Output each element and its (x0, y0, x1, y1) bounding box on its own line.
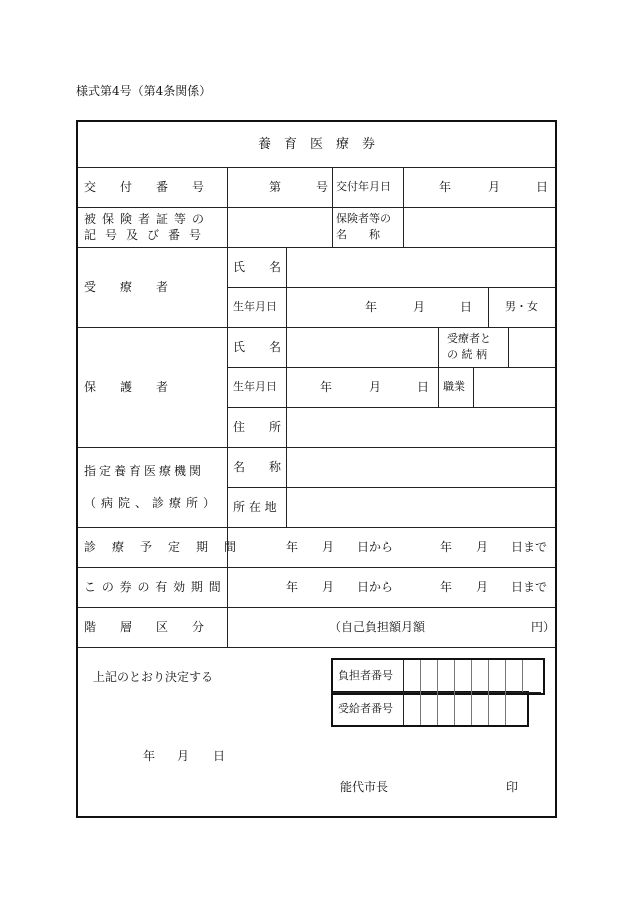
table-rule (437, 660, 438, 725)
patient-name-label: 氏 名 (233, 260, 282, 274)
table-rule (403, 660, 404, 725)
insurance-cert-label-2: 記号及び番号 (84, 228, 211, 242)
treatment-from: 日から (357, 540, 394, 554)
patient-year: 年 (365, 300, 378, 314)
table-rule (488, 287, 489, 327)
insurer-label-1: 保険者等の (336, 212, 391, 225)
guardian-day: 日 (417, 380, 430, 394)
patient-sex: 男・女 (505, 300, 538, 313)
institution-location-label: 所 在 地 (233, 500, 277, 514)
table-rule (78, 647, 555, 648)
table-rule (227, 287, 555, 288)
treatment-year1: 年 (286, 540, 299, 554)
validity-month2: 月 (476, 580, 489, 594)
issue-number-label: 交 付 番 号 (84, 180, 205, 194)
validity-month1: 月 (322, 580, 335, 594)
patient-dob-label: 生年月日 (233, 300, 277, 313)
table-rule (488, 660, 489, 725)
issue-dai: 第 (269, 180, 282, 194)
table-rule (286, 247, 287, 527)
institution-label-2: （病院、診療所） (84, 496, 221, 510)
table-rule (522, 660, 523, 692)
table-rule (471, 660, 472, 725)
guardian-dob-label: 生年月日 (233, 380, 277, 393)
copay-open: （自己負担額月額 (329, 620, 426, 634)
guardian-name-label: 氏 名 (233, 340, 282, 354)
footer-day: 日 (213, 749, 226, 763)
guardian-month: 月 (369, 380, 382, 394)
treatment-year2: 年 (440, 540, 453, 554)
form-title: 養 育 医 療 券 (257, 137, 375, 152)
payer-number-label: 負担者番号 (338, 669, 393, 682)
copay-close: 円） (531, 620, 556, 634)
guardian-year: 年 (320, 380, 333, 394)
validity-year2: 年 (440, 580, 453, 594)
issue-month: 月 (488, 180, 501, 194)
issue-day: 日 (536, 180, 549, 194)
recipient-number-label: 受給者番号 (338, 702, 393, 715)
table-rule (78, 527, 555, 528)
table-rule (78, 207, 555, 208)
treatment-to: 日まで (511, 540, 548, 554)
seal-mark: 印 (506, 780, 519, 794)
treatment-period-label: 診 療 予 定 期 間 (84, 540, 239, 554)
validity-from: 日から (357, 580, 394, 594)
decision-text: 上記のとおり決定する (93, 670, 214, 684)
institution-name-label: 名 称 (233, 460, 282, 474)
validity-year1: 年 (286, 580, 299, 594)
table-rule (227, 487, 555, 488)
treatment-month1: 月 (322, 540, 335, 554)
issue-year: 年 (439, 180, 452, 194)
table-rule (332, 167, 333, 247)
institution-label-1: 指定養育医療機関 (84, 464, 205, 478)
table-rule (78, 607, 555, 608)
table-rule (227, 167, 228, 647)
insurance-cert-label-1: 被保険者証等の (84, 212, 211, 226)
table-rule (78, 447, 555, 448)
table-rule (420, 660, 421, 725)
validity-to: 日まで (511, 580, 548, 594)
table-rule (78, 247, 555, 248)
table-rule (505, 660, 506, 725)
job-label: 職業 (443, 380, 465, 393)
validity-period-label: こ の 券 の 有 効 期 間 (84, 580, 222, 594)
form-label: 様式第4号（第4条関係） (76, 84, 212, 98)
treatment-month2: 月 (476, 540, 489, 554)
table-rule (438, 327, 439, 407)
table-rule (78, 567, 555, 568)
relation-label-1: 受療者と (447, 332, 491, 345)
patient-day: 日 (460, 300, 473, 314)
table-rule (454, 660, 455, 725)
footer-month: 月 (177, 749, 190, 763)
issuer-name: 能代市長 (340, 780, 389, 794)
issue-date-label: 交付年月日 (336, 180, 391, 193)
insurer-label-2: 名 称 (336, 228, 380, 241)
table-rule (78, 327, 555, 328)
footer-year: 年 (143, 749, 156, 763)
issue-go: 号 (316, 180, 329, 194)
address-label: 住 所 (233, 420, 282, 434)
relation-label-2: の 続 柄 (447, 348, 487, 361)
table-rule (403, 167, 404, 247)
table-rule (508, 327, 509, 367)
table-rule (473, 367, 474, 407)
table-rule (227, 367, 555, 368)
patient-label: 受 療 者 (84, 280, 169, 294)
table-rule (78, 167, 555, 168)
guardian-label: 保 護 者 (84, 380, 169, 394)
class-label: 階 層 区 分 (84, 620, 205, 634)
table-rule (227, 407, 555, 408)
patient-month: 月 (413, 300, 426, 314)
